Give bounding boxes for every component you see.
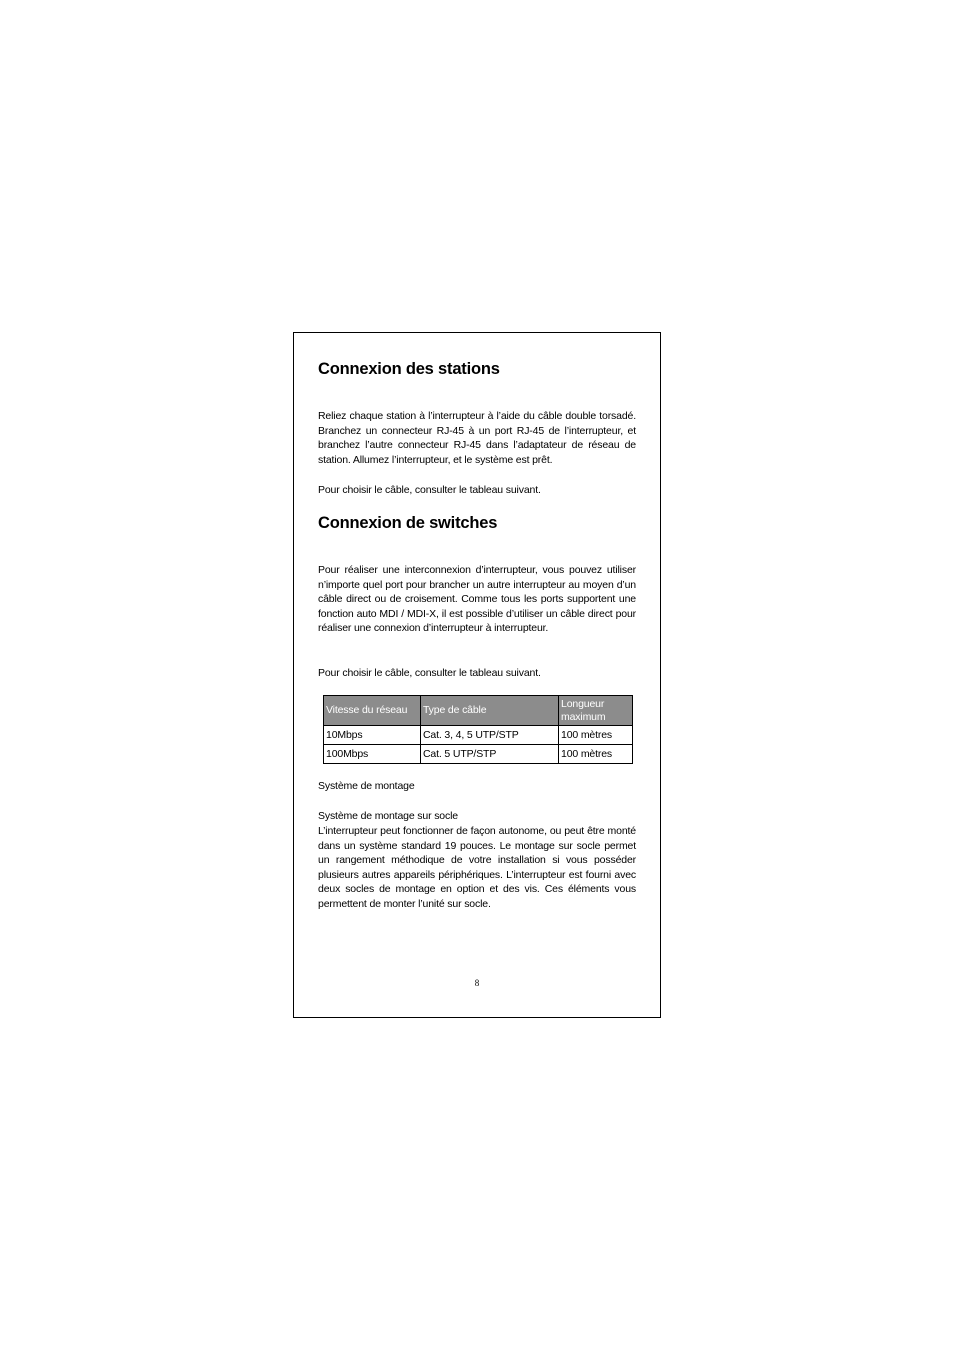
- cable-table: [323, 695, 633, 764]
- table-cell: Cat. 3, 4, 5 UTP/STP: [421, 726, 559, 745]
- section-title-stations: Connexion des stations: [318, 360, 500, 378]
- table-header-cell: Type de câble: [421, 696, 559, 726]
- table-cell: 10Mbps: [324, 726, 421, 745]
- rack-mount-subtitle: Système de montage sur socle: [318, 810, 458, 822]
- switches-table-note: Pour choisir le câble, consulter le tableau suivant.: [318, 667, 541, 679]
- table-cell: 100Mbps: [324, 745, 421, 764]
- table-cell: 100 mètres: [559, 726, 633, 745]
- rack-mount-paragraph: L’interrupteur peut fonctionner de façon autonome, ou peut être monté dans un système standard 19 pouces. Le montage sur socle permet un rangement méthodique de votre installation si vous posséder plusieurs autres appareils périphériques. L’interrupteur est fourni avec deux socles de montage en option et des vis. Ces éléments vous permettent de monter l’unité sur socle.: [318, 825, 636, 910]
- switches-paragraph: Pour réaliser une interconnexion d’interrupteur, vous pouvez utiliser n’importe quel port pour brancher un autre interrupteur au moyen d’un câble direct ou de croisement. Comme tous les ports supportent une fonction auto MDI / MDI-X, il est possible d’utiliser un câble direct pour réaliser une connexion d’interrupteur à interrupteur.: [318, 564, 636, 635]
- section-title-switches: Connexion de switches: [318, 514, 498, 532]
- mounting-title: Système de montage: [318, 780, 415, 792]
- table-row: [324, 745, 633, 764]
- table-cell: Cat. 5 UTP/STP: [421, 745, 559, 764]
- page-frame: [293, 332, 661, 1018]
- table-row: [324, 726, 633, 745]
- table-header-cell: Longueur maximum: [559, 696, 633, 726]
- stations-paragraph: Reliez chaque station à l’interrupteur à l’aide du câble double torsadé. Branchez un connecteur RJ-45 à un port RJ-45 de l’interrupteur, et branchez l’autre connecteur RJ-45 dans l’adaptateur de réseau de station. Allumez l’interrupteur, et le système est prêt.: [318, 410, 636, 466]
- table-cell: 100 mètres: [559, 745, 633, 764]
- table-header-row: [324, 696, 633, 726]
- table-header-cell: Vitesse du réseau: [324, 696, 421, 726]
- stations-table-note: Pour choisir le câble, consulter le tableau suivant.: [318, 484, 541, 496]
- page-number: 8: [474, 978, 480, 988]
